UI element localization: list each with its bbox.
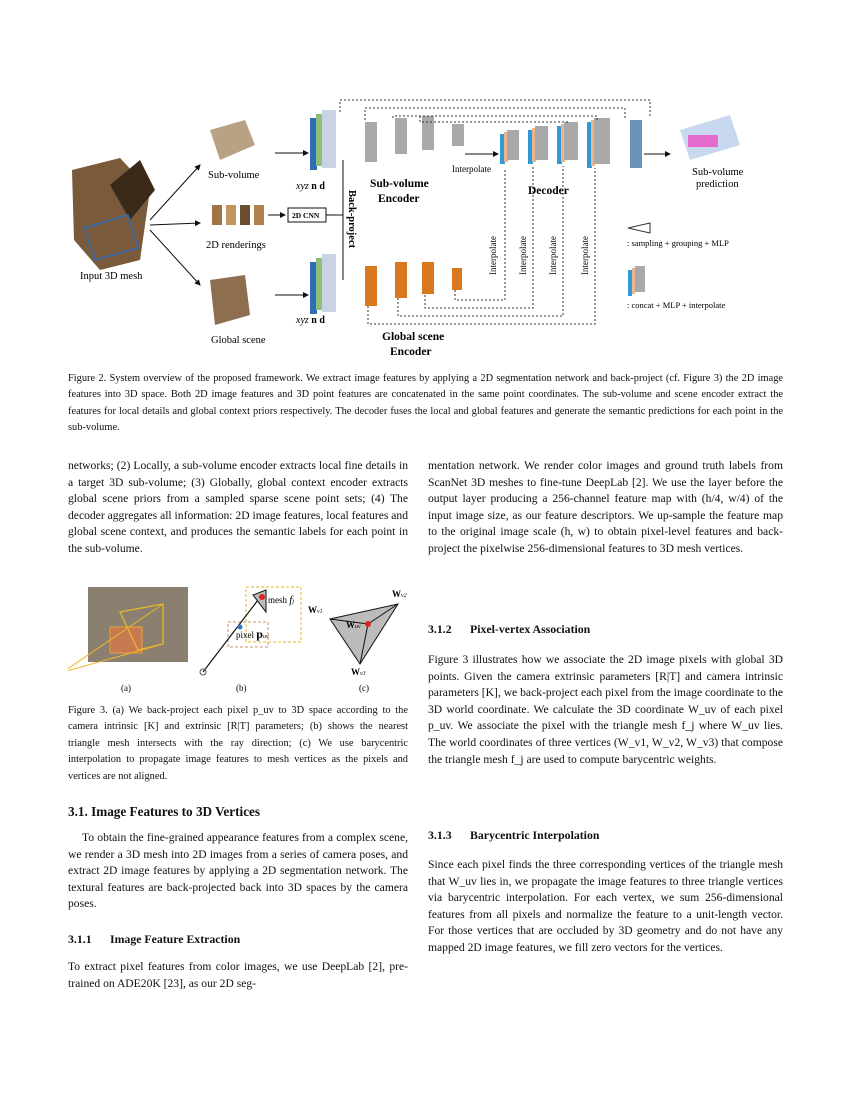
input-mesh-label: Input 3D mesh bbox=[80, 271, 143, 282]
back-project-label: Back-project bbox=[346, 190, 357, 249]
w-uv-label: Wuv bbox=[346, 620, 361, 630]
section-number: 3.1.1 bbox=[68, 932, 92, 946]
figure-3a-label: (a) bbox=[121, 683, 131, 693]
input-mesh-image bbox=[72, 158, 155, 270]
w-v3-label: Wv3 bbox=[351, 667, 366, 677]
prediction-label-1: Sub-volume bbox=[692, 167, 744, 178]
sub-encoder-label-2: Encoder bbox=[378, 193, 420, 205]
decoder-label: Decoder bbox=[528, 185, 569, 197]
legend-concat-label: : concat + MLP + interpolate bbox=[627, 300, 726, 310]
cnn-label: 2D CNN bbox=[292, 211, 320, 220]
sub-volume-label: Sub-volume bbox=[208, 170, 260, 181]
xyz-nd-top-label: xyz n d bbox=[296, 181, 325, 192]
section-3-1-1-heading bbox=[68, 932, 240, 947]
global-encoder-label-1: Global scene bbox=[382, 331, 445, 343]
cone-legend-icon bbox=[628, 223, 650, 233]
global-encoder-label-2: Encoder bbox=[390, 346, 432, 358]
section-3-1-3-heading bbox=[428, 828, 599, 843]
right-continued-paragraph: mentation network. We render color images and ground truth labels from ScanNet 3D meshes to fine-tune DeepLab [2]. We use the layer before the output layer producing a 256-channel feature map with (h/4, w/4) of the input image size, as our feature descriptors. We up-sample the feature map to the original image scale (h, w) to obtain pixel-level features and back-project the pixelwise 256-dimensional features to 3D mesh vertices. bbox=[428, 459, 783, 555]
section-3-1-3-paragraph: Since each pixel finds the three corresponding vertices of the triangle mesh that W_uv lies in, we propagate the image features to three triangle vertices via barycentric interpolation. For each vertex, we sum 256-dimensional features from all pixels and normalize the feature to a unit-length vector. For those vertices that are occluded by 3D geometry and do not have any mapped 2D image features, we fill zero vectors for the vertices. bbox=[428, 858, 783, 954]
section-title: Image Feature Extraction bbox=[110, 932, 241, 946]
prediction-image bbox=[680, 115, 740, 160]
figure-3c-triangle bbox=[330, 604, 398, 664]
global-scene-label: Global scene bbox=[211, 335, 266, 346]
figure-3a-image bbox=[68, 587, 188, 675]
concat-legend-icon bbox=[628, 266, 645, 296]
section-number: 3.1.3 bbox=[428, 828, 452, 842]
figure-2-caption: Figure 2. System overview of the proposed framework. We extract image features by applying a 2D segmentation network and back-project (cf. Figure 3) the 2D image features into 3D space. Both 2D image features and 3D point features are concatenated in the same point coordinates. The sub-volume and scene encoder extract the features for local details and global context priors respectively. The decoder fuses the local and global features and generate the semantic predictions for each point in the sub-volume. bbox=[68, 373, 783, 434]
interpolate-vertical-label-1: Interpolate bbox=[488, 236, 498, 275]
xyz-nd-bottom-label: xyz n d bbox=[296, 315, 325, 326]
figure-3b-label: (b) bbox=[236, 683, 247, 693]
section-3-1-paragraph: To obtain the fine-grained appearance features from a complex scene, we render a 3D mesh into 2D images from a series of camera poses, and extract 2D image features by applying a 2D segmentation network. The textural features are back-projected back into 3D spaces by the camera poses. bbox=[68, 831, 408, 911]
section-title: Pixel-vertex Association bbox=[470, 622, 591, 636]
sub-volume-image bbox=[210, 120, 255, 160]
prediction-label-2: prediction bbox=[696, 179, 739, 190]
renderings-label: 2D renderings bbox=[206, 240, 266, 251]
section-title: Barycentric Interpolation bbox=[470, 828, 600, 842]
legend-sampling-label: : sampling + grouping + MLP bbox=[627, 238, 729, 248]
sub-encoder-label-1: Sub-volume bbox=[370, 178, 429, 190]
mesh-label: mesh fj bbox=[268, 594, 294, 606]
section-3-1-2-paragraph: Figure 3 illustrates how we associate the 2D image pixels with global 3D points. Given the camera extrinsic parameters [R|T] and camera intrinsic parameters [K], we back-project each pixel from the image coordinate to the 3D world coordinate. We calculate the 3D coordinate W_uv of each pixel p_uv. We associate the pixel with the triangle mesh f_j where W_uv lies. The world coordinates of three vertices (W_v1, W_v2, W_v3) that compose the triangle mesh f_j are used to compute barycentric weights. bbox=[428, 653, 783, 766]
figure-3-diagram bbox=[68, 582, 413, 697]
figure-3c-label: (c) bbox=[359, 683, 369, 693]
pixel-label: pixel puv bbox=[236, 627, 269, 641]
section-3-1-2-heading bbox=[428, 622, 590, 637]
interpolate-vertical-label-4: Interpolate bbox=[580, 236, 590, 275]
interpolate-vertical-label-2: Interpolate bbox=[518, 236, 528, 275]
global-scene-image bbox=[210, 275, 250, 325]
section-number: 3.1.2 bbox=[428, 622, 452, 636]
renderings-images bbox=[212, 205, 264, 225]
section-3-1-heading: 3.1. Image Features to 3D Vertices bbox=[68, 804, 261, 819]
section-3-1-1-paragraph: To extract pixel features from color images, we use DeepLab [2], pre-trained on ADE20K [23], as our 2D seg- bbox=[68, 960, 408, 990]
w-v1-label: Wv1 bbox=[308, 605, 323, 615]
figure-2-diagram bbox=[60, 90, 790, 365]
interpolate-horizontal-label: Interpolate bbox=[452, 164, 491, 174]
interpolate-vertical-label-3: Interpolate bbox=[548, 236, 558, 275]
figure-3-caption: Figure 3. (a) We back-project each pixel p_uv to 3D space according to the camera intrinsic [K] and extrinsic [R|T] parameters; (b) shows the nearest triangle mesh intersects with the ray direction; (c) We use barycentric interpolation to propagate image features to mesh vertices as the pixels and vertices are not aligned. bbox=[68, 705, 408, 782]
w-v2-label: Wv2 bbox=[392, 589, 407, 599]
left-intro-paragraph: networks; (2) Locally, a sub-volume encoder extracts local fine details in a target 3D sub-volume; (3) Globally, global context encoder extracts global scene priors from a sampled sparse scene point sets; (4) The decoder aggregates all information: 2D image features, local features and global scene context, and produces the semantic labels for each point in the sub-volume. bbox=[68, 459, 408, 555]
